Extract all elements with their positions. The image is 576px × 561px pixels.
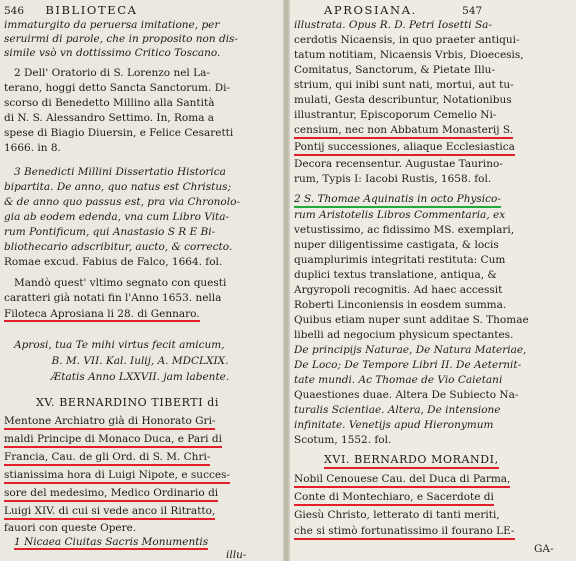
text-line: simile vsò vn dottissimo Critico Toscano. [4,47,221,59]
text-line: Luigi XIV. di cui si vede anco il Ritratto, [4,504,215,520]
text-line: illustrantur, Episcoporum Cemelio Ni- [294,109,497,121]
right-page-number: 547 [462,5,483,17]
text-line: strium, qui inibi sunt nati, mortui, aut tu- [294,79,514,91]
text-line: Mandò quest' vltimo segnato con questi [14,277,227,289]
left-running-head: BIBLIOTECA [45,3,138,17]
book-gutter [283,0,290,561]
text-line: cerdotis Nicaensis, in quo praeter antiqui- [294,34,520,46]
text-line: vetustissimo, ac fidissimo MS. exemplari, [294,224,515,236]
text-line: 2 Dell' Oratorio di S. Lorenzo nel La- [14,67,210,79]
text-line: Quaestiones duae. Altera De Subiecto Na- [294,389,519,401]
text-line [4,307,200,321]
catchword: GA- [534,543,554,555]
text-line: Pontij successiones, aliaque Ecclesiastica [294,140,515,156]
text-line: rum, Typis I: Iacobi Rustis, 1658. fol. [294,173,492,185]
text-line: Conte di Montechiaro, e Sacerdote di [294,490,494,506]
text-line: Giesù Christo, letterato di tanti meriti, [294,509,500,521]
left-running-header [4,3,138,17]
text-line: Comitatus, Sanctorum, & Pietate Illu- [294,64,495,76]
text-line: mulati, Gesta describuntur, Notationibus [294,94,512,106]
text-line: Nobil Cenouese Cau. del Duca di Parma, [294,472,510,488]
text-line: scorso di Benedetto Millino alla Santità [4,97,215,109]
text-line: stianissima hora di Luigi Nipote, e succes- [4,468,230,484]
text-line: 1666. in 8. [4,142,61,154]
text-line: tate mundi. Ac Thomae de Vio Caietani [294,374,503,386]
text-line: Argyropoli recognitis. Ad haec accessit [294,284,503,296]
text-line: terano, hoggi detto Sancta Sanctorum. Di- [4,82,231,94]
text-line: & de anno quo passus est, pra via Chronolo- [4,196,240,208]
text-line: Romae excud. Fabius de Falco, 1664. fol. [4,256,223,268]
text-line: infinitate. Venetijs apud Hieronymum [294,419,494,431]
text-line: rum Aristotelis Libros Commentaria, ex [294,209,506,221]
text-line: nuper diligentissime castigata, & locis [294,239,499,251]
right-page [290,0,576,561]
text-line: libelli ad negocium physicum spectantes. [294,329,514,341]
text-line: B. M. VII. Kal. Iulij, A. MDCLXIX. [51,355,229,367]
text-line: bipartita. De anno, quo natus est Christus; [4,181,232,193]
text-line: Mentone Archiatro già di Honorato Gri- [4,414,215,430]
text-line: censium, nec non Abbatum Monasterij S. [294,123,513,139]
text-line: duplici textus translatione, antiqua, & [294,269,497,281]
text-line: che si stimò fortunatissimo il fourano LE- [294,524,515,540]
text-line: 3 Benedicti Millini Dissertatio Historica [14,166,226,178]
text-line: sore del medesimo, Medico Ordinario di [4,486,218,502]
text-line: fauori con queste Opere. [4,522,137,534]
catchword: illu- [226,549,247,561]
text-line: rum Pontificum, qui Anastasio S R E Bi- [4,226,216,238]
text-line: Francia, Cau. de gli Ord. di S. M. Chri- [4,450,210,466]
text-line: maldi Principe di Monaco Duca, e Pari di [4,432,222,448]
text-line: Roberti Linconiensis in eosdem summa. [294,299,507,311]
text-line: 2 S. Thomae Aquinatis in octo Physico- [294,192,501,208]
text-line: gia ab eodem edenda, vna cum Libro Vita- [4,211,230,223]
text-line: Decora recensentur. Augustae Taurino- [294,158,503,170]
text-line: di N. S. Alessandro Settimo. In, Roma a [4,112,215,124]
text-line: tatum notitiam, Nicaensis Vrbis, Dioecesis, [294,49,524,61]
text-line: De principijs Naturae, De Natura Materiae, [294,344,527,356]
text-line: Ætatis Anno LXXVII. jam labente. [50,371,230,383]
text-line: Aprosi, tua Te mihi virtus fecit amicum, [14,339,225,351]
text-line [14,535,208,549]
text-line: turalis Scientiae. Altera, De intensione [294,404,501,416]
right-running-header [324,3,482,17]
text-line: Scotum, 1552. fol. [294,434,392,446]
highlighted-phrase: Filoteca Aprosiana li 28. di Gennaro. [4,308,200,320]
text-line: immaturgito da peruersa imitatione, per [4,19,220,31]
highlighted-phrase: 1 Nicaea Ciuitas Sacris Monumentis [14,536,209,548]
section-heading: XVI. BERNARDO MORANDI, [324,453,499,469]
text-line: illustrata. Opus R. D. Petri Iosetti Sa- [294,19,492,31]
text-line: seruirmi di parole, che in proposito non dis- [4,33,238,45]
text-line: De Loco; De Tempore Libri II. De Aeternit- [294,359,522,371]
section-heading: XV. BERNARDINO TIBERTI di [36,396,220,409]
left-page-number: 546 [4,5,25,17]
left-page [0,0,283,561]
right-running-head: APROSIANA. [324,3,417,17]
text-line: spese di Biagio Diuersin, e Felice Cesaretti [4,127,234,139]
text-line: quamplurimis integritati restituta: Cum [294,254,506,266]
text-line: bliothecario adscribitur, aucto, & correcto. [4,241,233,253]
text-line: caratteri già notati fin l'Anno 1653. nella [4,292,222,304]
text-line: Quibus etiam nuper sunt additae S. Thomae [294,314,529,326]
